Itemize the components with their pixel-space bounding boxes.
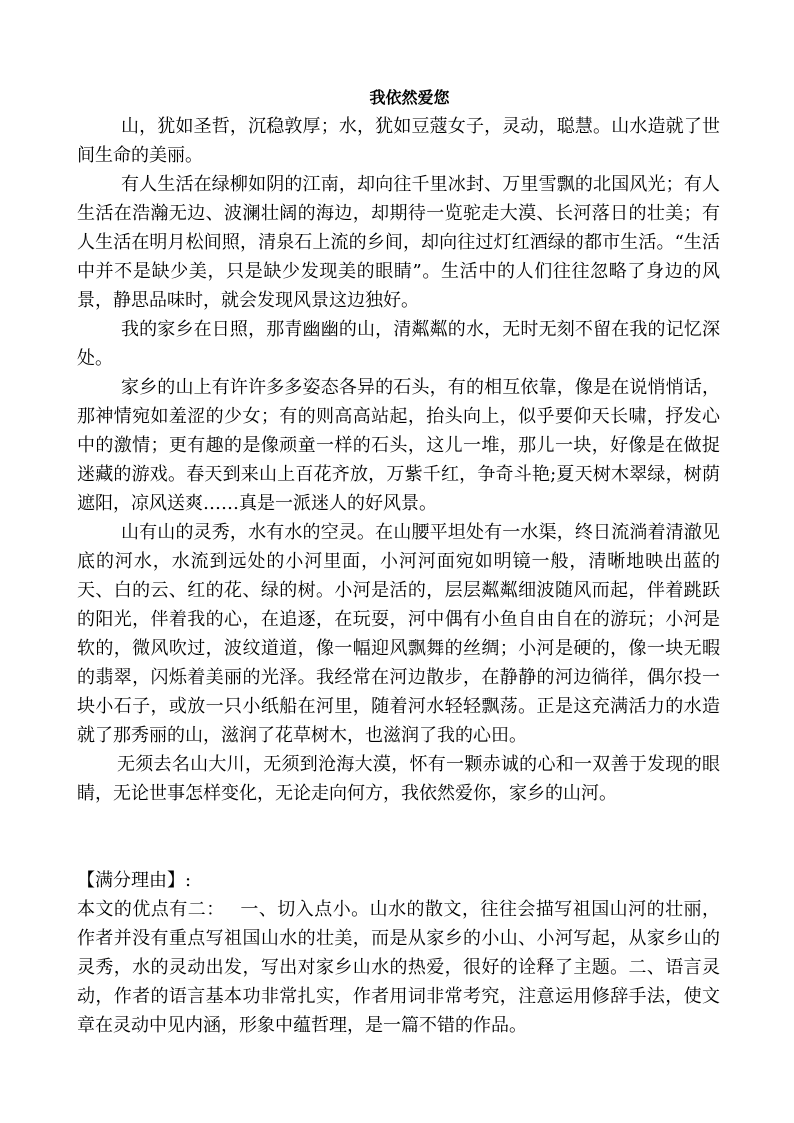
- essay-paragraph-5: 山有山的灵秀，水有水的空灵。在山腰平坦处有一水渠，终日流淌着清澈见底的河水，水流到远处的小河里面，小河河面宛如明镜一般，清晰地映出蓝的天、白的云、红的花、绿的树。小河是活的，层层粼粼细波随风而起，伴着跳跃的阳光，伴着我的心，在追逐，在玩耍，河中偶有小鱼自由自在的游玩；小河是软的，微风吹过，波纹道道，像一幅迎风飘舞的丝绸；小河是硬的，像一块无暇的翡翠，闪烁着美丽的光泽。我经常在河边散步，在静静的河边徜徉，偶尔投一块小石子，或放一只小纸船在河里，随着河水轻轻飘荡。正是这充满活力的水造就了那秀丽的山，滋润了花草树木，也滋润了我的心田。: [77, 522, 720, 746]
- section-spacer: [77, 808, 720, 866]
- essay-title: 我依然爱您: [369, 88, 450, 107]
- document-page: [77, 84, 720, 1040]
- essay-paragraph-6: 无须去名山大川，无须到沧海大漠，怀有一颗赤诚的心和一双善于发现的眼睛，无论世事怎样变化，无论走向何方，我依然爱你，家乡的山河。: [77, 754, 720, 804]
- reason-text: 本文的优点有二： 一、切入点小。山水的散文，往往会描写祖国山河的壮丽，作者并没有重点写祖国山水的壮美，而是从家乡的小山、小河写起，从家乡山的灵秀，水的灵动出发，写出对家乡山水的热爱，很好的诠释了主题。二、语言灵动，作者的语言基本功非常扎实，作者用词非常考究，注意运用修辞手法，使文章在灵动中见内涵，形象中蕴哲理，是一篇不错的作品。: [77, 899, 720, 1036]
- essay-paragraph-4: 家乡的山上有许许多多姿态各异的石头，有的相互依靠，像是在说悄悄话，那神情宛如羞涩的少女；有的则高高站起，抬头向上，似乎要仰天长啸，抒发心中的激情；更有趣的是像顽童一样的石头，这儿一堆，那儿一块，好像是在做捉迷藏的游戏。春天到来山上百花齐放，万紫千红，争奇斗艳;夏天树木翠绿，树荫遮阳，凉风送爽……真是一派迷人的好风景。: [77, 377, 720, 514]
- essay-paragraph-2: 有人生活在绿柳如阴的江南，却向往千里冰封、万里雪飘的北国风光；有人生活在浩瀚无边、波澜壮阔的海边，却期待一览驼走大漠、长河落日的壮美；有人生活在明月松间照，清泉石上流的乡间，却向往过灯红酒绿的都市生活。“生活中并不是缺少美，只是缺少发现美的眼睛”。生活中的人们往往忽略了身边的风景，静思品味时，就会发现风景这边独好。: [77, 174, 720, 311]
- reason-heading: 【满分理由】:: [77, 870, 192, 891]
- essay-paragraph-1: 山，犹如圣哲，沉稳敦厚；水，犹如豆蔻女子，灵动，聪慧。山水造就了世间生命的美丽。: [77, 116, 720, 166]
- essay-paragraph-3: 我的家乡在日照，那青幽幽的山，清粼粼的水，无时无刻不留在我的记忆深处。: [77, 319, 720, 369]
